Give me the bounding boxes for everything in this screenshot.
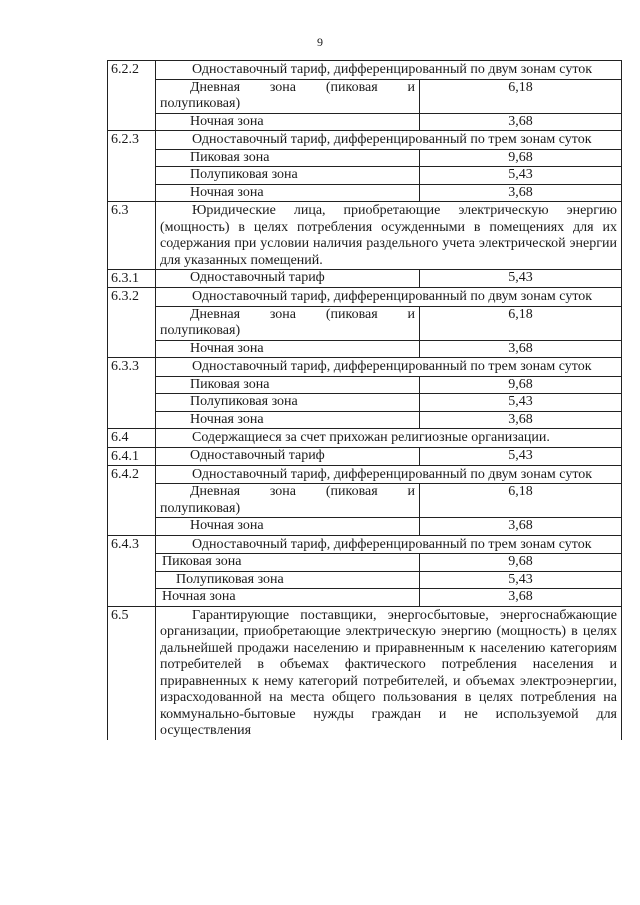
- table-row: [108, 466, 622, 536]
- tariff-subrow: [156, 79, 621, 113]
- table-row: [108, 131, 622, 202]
- zone-label: Пиковая зона: [156, 377, 420, 394]
- tariff-subrow: [156, 149, 621, 167]
- zone-label: Ночная зона: [156, 341, 420, 358]
- row-code: 6.5: [108, 607, 156, 740]
- table-row: [108, 270, 622, 288]
- tariff-value: 6,18: [508, 484, 533, 499]
- tariff-value: 3,68: [508, 411, 533, 427]
- row-heading: Одноставочный тариф, дифференцированный по двум зонам суток: [192, 62, 593, 77]
- zone-label: Пиковая зона: [156, 150, 420, 167]
- row-heading: Одноставочный тариф, дифференцированный по двум зонам суток: [192, 466, 593, 482]
- table-row: [108, 288, 622, 358]
- row-heading: Юридические лица, приобретающие электрическую энергию (мощность) в целях потребления осужденными в помещениях для их содержания при условии наличия раздельного учета электрической энергии для указанных помещений.: [160, 203, 617, 268]
- zone-label: Ночная зона: [156, 589, 420, 606]
- tariff-value: 5,43: [508, 167, 533, 182]
- tariff-subrow: [156, 306, 621, 340]
- row-heading: Одноставочный тариф, дифференцированный по трем зонам суток: [192, 536, 592, 552]
- tariff-subrow: [156, 571, 621, 589]
- table-row: [108, 429, 622, 448]
- tariff-subrow: [156, 166, 621, 184]
- tariff-subrow: [156, 376, 621, 394]
- zone-label: Ночная зона: [156, 114, 420, 131]
- tariff-subrow: [156, 553, 621, 571]
- tariff-value: 6,18: [508, 306, 533, 322]
- row-code: 6.2.3: [108, 131, 156, 201]
- page-number: 9: [317, 35, 323, 49]
- tariff-value: 3,68: [508, 589, 533, 604]
- row-heading: Одноставочный тариф, дифференцированный по трем зонам суток: [192, 359, 592, 374]
- tariff-value: 3,68: [508, 340, 533, 356]
- zone-label: Ночная зона: [156, 412, 420, 429]
- tariff-value: 9,68: [508, 376, 533, 392]
- row-heading: Одноставочный тариф, дифференцированный по трем зонам суток: [192, 132, 592, 147]
- tariff-subrow: [156, 411, 621, 429]
- tariff-value: 3,68: [508, 184, 533, 200]
- table-row: [108, 448, 622, 466]
- zone-label: Ночная зона: [156, 185, 420, 202]
- tariff-subrow: [156, 483, 621, 517]
- table-row: [108, 607, 622, 740]
- row-code: 6.4.3: [108, 536, 156, 606]
- tariff-value: 5,43: [508, 447, 533, 463]
- table-row: [108, 202, 622, 270]
- zone-label: Одноставочный тариф: [156, 448, 420, 465]
- zone-label: Дневная зона (пиковая и полупиковая): [156, 307, 420, 340]
- row-heading: Содержащиеся за счет прихожан религиозные организации.: [192, 430, 550, 445]
- row-code: 6.2.2: [108, 61, 156, 130]
- tariff-subrow: [156, 184, 621, 202]
- row-code: 6.4.1: [108, 448, 156, 465]
- tariff-subrow: [156, 517, 621, 535]
- tariff-subrow: [156, 113, 621, 131]
- tariff-subrow: [156, 393, 621, 411]
- zone-label: Дневная зона (пиковая и полупиковая): [156, 484, 420, 517]
- tariff-value: 9,68: [508, 554, 533, 569]
- zone-label: Дневная зона (пиковая и полупиковая): [156, 80, 420, 113]
- tariff-value: 9,68: [508, 149, 533, 165]
- tariff-table: [107, 60, 622, 740]
- zone-label: Ночная зона: [156, 518, 420, 535]
- tariff-value: 5,43: [508, 270, 533, 285]
- zone-label: Полупиковая зона: [156, 394, 420, 411]
- tariff-subrow: [156, 588, 621, 606]
- table-row: [108, 358, 622, 429]
- zone-label: Пиковая зона: [156, 554, 420, 571]
- row-heading: Гарантирующие поставщики, энергосбытовые, энергоснабжающие организации, приобретающие электрическую энергию (мощность) в целях дальнейшей продажи населению и приравненным к населению категориям потребителей в объемах фактического потребления населения и приравненных к нему категорий потребителей, и объемах электроэнергии, израсходованной на места общего пользования в целях потребления на коммунально-бытовые нужды граждан и не используемой для осуществления: [160, 607, 617, 738]
- table-row: [108, 536, 622, 607]
- tariff-subrow: [156, 340, 621, 358]
- row-code: 6.3.1: [108, 270, 156, 287]
- row-code: 6.4: [108, 429, 156, 447]
- tariff-value: 5,43: [508, 394, 533, 409]
- tariff-value: 3,68: [508, 113, 533, 129]
- table-row: [108, 61, 622, 131]
- tariff-value: 5,43: [508, 571, 533, 587]
- row-heading: Одноставочный тариф, дифференцированный по двум зонам суток: [192, 289, 593, 304]
- tariff-value: 6,18: [508, 79, 533, 95]
- row-code: 6.3.3: [108, 358, 156, 428]
- row-code: 6.3: [108, 202, 156, 269]
- tariff-value: 3,68: [508, 518, 533, 533]
- zone-label: Одноставочный тариф: [156, 270, 420, 287]
- row-code: 6.4.2: [108, 466, 156, 535]
- row-code: 6.3.2: [108, 288, 156, 357]
- zone-label: Полупиковая зона: [156, 572, 420, 589]
- zone-label: Полупиковая зона: [156, 167, 420, 184]
